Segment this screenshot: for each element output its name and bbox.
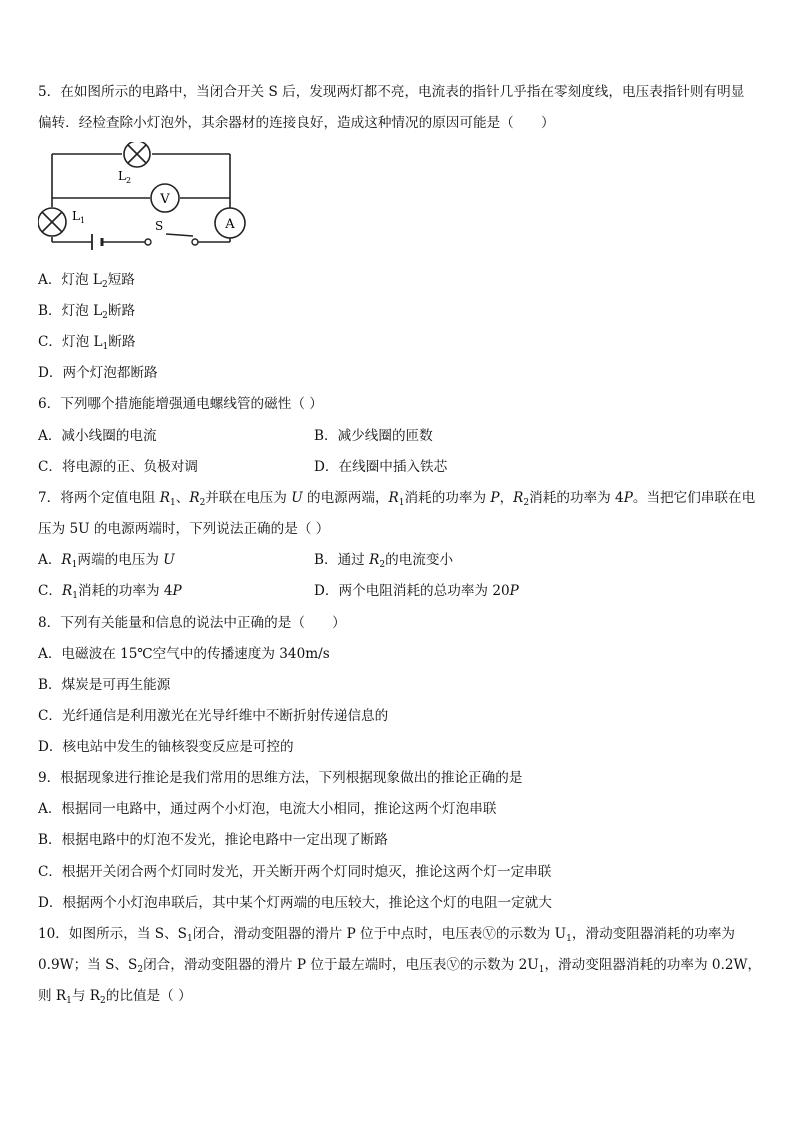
q5-stem-line2: 偏转．经检查除小灯泡外，其余器材的连接良好，造成这种情况的原因可能是（ ） <box>38 115 555 131</box>
switch-icon <box>145 239 198 245</box>
switch-label: S <box>155 219 164 233</box>
q8-option-d: D．核电站中发生的铀核裂变反应是可控的 <box>38 739 294 755</box>
q6-option-d: D．在线圈中插入铁芯 <box>314 459 448 475</box>
q7-option-d: D．两个电阻消耗的总功率为 20P <box>314 583 519 599</box>
q7-option-b: B．通过 $R_2$的电流变小 <box>314 552 454 570</box>
q5-option-b: B．灯泡 $L_2$断路 <box>38 303 136 321</box>
q10-stem-line2: 0.9W；当 S、$S_2$闭合，滑动变阻器的滑片 P 位于最左端时，电压表Ⓥ的示数为 $2U_1$，滑动变阻器消耗的功率为 0.2W， <box>38 957 762 975</box>
q8-stem: 8．下列有关能量和信息的说法中正确的是（ ） <box>38 615 346 631</box>
q6-stem: 6．下列哪个措施能增强通电螺线管的磁性（ ） <box>38 396 323 412</box>
q6-option-c: C．将电源的正、负极对调 <box>38 459 198 475</box>
q5-circuit-diagram <box>38 142 253 254</box>
q9-option-a: A．根据同一电路中，通过两个小灯泡，电流大小相同，推论这两个灯泡串联 <box>38 801 497 817</box>
q9-option-d: D．根据两个小灯泡串联后，其中某个灯两端的电压较大，推论这个灯的电阻一定就大 <box>38 895 552 911</box>
q5-option-c: C．灯泡 $L_1$断路 <box>38 334 136 352</box>
q6-option-a: A．减小线圈的电流 <box>38 428 157 444</box>
q8-option-a: A．电磁波在 15℃空气中的传播速度为 340m/s <box>38 646 330 662</box>
svg-text:A: A <box>225 217 235 232</box>
q10-stem-line1: 10．如图所示，当 S、$S_1$闭合，滑动变阻器的滑片 P 位于中点时，电压表Ⓥ的示数为 $U_1$，滑动变阻器消耗的功率为 <box>38 926 736 944</box>
lamp-l2-label: $L_2$ <box>118 169 132 185</box>
q10-stem-line3: 则 $R_1$与 $R_2$的比值是（ ） <box>38 988 192 1006</box>
lamp-l2-icon <box>124 142 150 167</box>
q9-stem: 9．根据现象进行推论是我们常用的思维方法，下列根据现象做出的推论正确的是 <box>38 770 523 786</box>
lamp-l1-label: $L_1$ <box>72 209 86 225</box>
q8-option-b: B．煤炭是可再生能源 <box>38 677 171 693</box>
q5-stem-line1: 5．在如图所示的电路中，当闭合开关 S 后，发现两灯都不亮，电流表的指针几乎指在零刻度线，电压表指针则有明显 <box>38 84 745 100</box>
svg-text:V: V <box>160 192 170 207</box>
q7-option-c: C．$R_1$消耗的功率为 4P <box>38 583 182 601</box>
lamp-l1-icon <box>38 208 66 236</box>
q6-option-b: B．减少线圈的匝数 <box>314 428 433 444</box>
q7-option-a: A．$R_1$两端的电压为 U <box>38 552 175 570</box>
q5-option-a: A．灯泡 $L_2$短路 <box>38 272 135 290</box>
ammeter-icon <box>215 208 245 238</box>
battery-icon <box>92 234 102 250</box>
q7-stem-line1: 7．将两个定值电阻 $R_1$、$R_2$并联在电压为 U 的电源两端，$R_1$消耗的功率为 P，$R_2$消耗的功率为 4P。当把它们串联在电 <box>38 490 756 508</box>
q7-stem-line2: 压为 5U 的电源两端时，下列说法正确的是（ ） <box>38 521 330 537</box>
q9-option-c: C．根据开关闭合两个灯同时发光，开关断开两个灯同时熄灭，推论这两个灯一定串联 <box>38 864 552 880</box>
q5-option-d: D．两个灯泡都断路 <box>38 365 158 381</box>
q8-option-c: C．光纤通信是利用激光在光导纤维中不断折射传递信息的 <box>38 708 389 724</box>
voltmeter-icon <box>151 184 179 212</box>
q9-option-b: B．根据电路中的灯泡不发光，推论电路中一定出现了断路 <box>38 832 388 848</box>
